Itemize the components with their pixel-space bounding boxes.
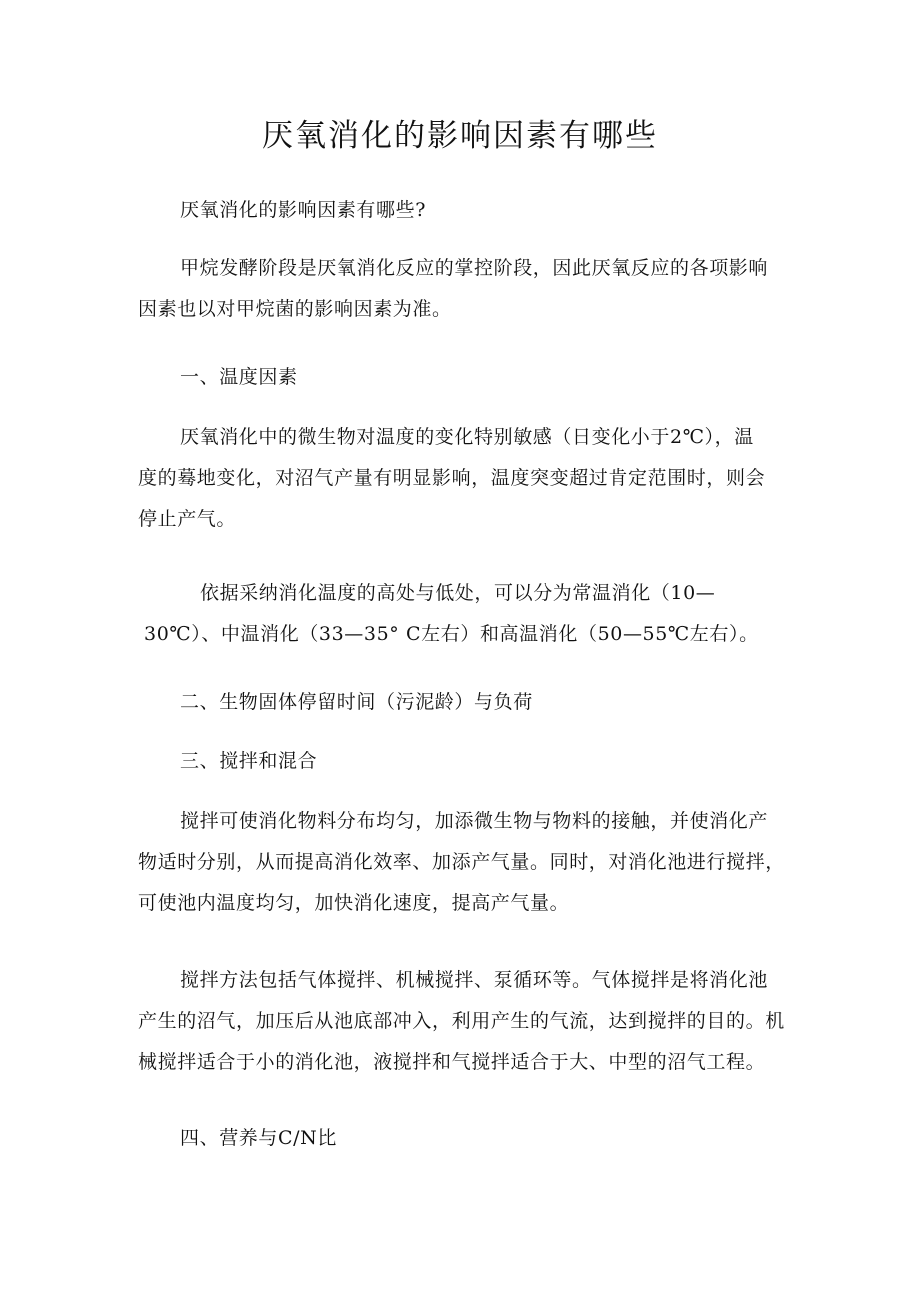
paragraph-line: 度的蓦地变化，对沼气产量有明显影响，温度突变超过肯定范围时，则会 (138, 467, 766, 489)
paragraph-line: 30℃）、中温消化（33—35° C左右）和高温消化（50—55℃左右）。 (144, 623, 759, 645)
paragraph-line: 物适时分别，从而提高消化效率、加添产气量。同时，对消化池进行搅拌， (138, 851, 785, 873)
paragraph-line: 械搅拌适合于小的消化池，液搅拌和气搅拌适合于大、中型的沼气工程。 (138, 1051, 766, 1073)
temperature-paragraph-1 (138, 417, 806, 540)
section-heading-temperature: 一、温度因素 (180, 366, 298, 388)
paragraph-line: 可使池内温度均匀，加快消化速度，提高产气量。 (138, 892, 570, 914)
paragraph-line: 停止产气。 (138, 508, 237, 530)
section-heading-retention: 二、生物固体停留时间（污泥龄）与负荷 (180, 691, 533, 713)
mixing-paragraph-2 (138, 960, 806, 1083)
mixing-paragraph-1 (138, 801, 806, 924)
document-title: 厌氧消化的影响因素有哪些 (262, 118, 658, 154)
paragraph-line: 甲烷发酵阶段是厌氧消化反应的掌控阶段，因此厌氧反应的各项影响 (180, 257, 769, 279)
paragraph-line: 厌氧消化中的微生物对温度的变化特别敏感（日变化小于2℃），温 (180, 426, 754, 448)
intro-question: 厌氧消化的影响因素有哪些? (180, 199, 426, 221)
intro-paragraph (138, 248, 806, 330)
paragraph-line: 搅拌可使消化物料分布均匀，加添微生物与物料的接触，并使消化产 (180, 810, 769, 832)
paragraph-line: 搅拌方法包括气体搅拌、机械搅拌、泵循环等。气体搅拌是将消化池 (180, 969, 769, 991)
paragraph-line: 产生的沼气，加压后从池底部冲入，利用产生的气流，达到搅拌的目的。机 (138, 1010, 785, 1032)
section-heading-mixing: 三、搅拌和混合 (180, 750, 318, 772)
paragraph-line: 依据采纳消化温度的高处与低处，可以分为常温消化（10— (200, 582, 716, 604)
temperature-paragraph-2 (138, 573, 806, 655)
paragraph-line: 因素也以对甲烷菌的影响因素为准。 (138, 298, 452, 320)
section-heading-nutrition: 四、营养与C/N比 (180, 1127, 337, 1149)
